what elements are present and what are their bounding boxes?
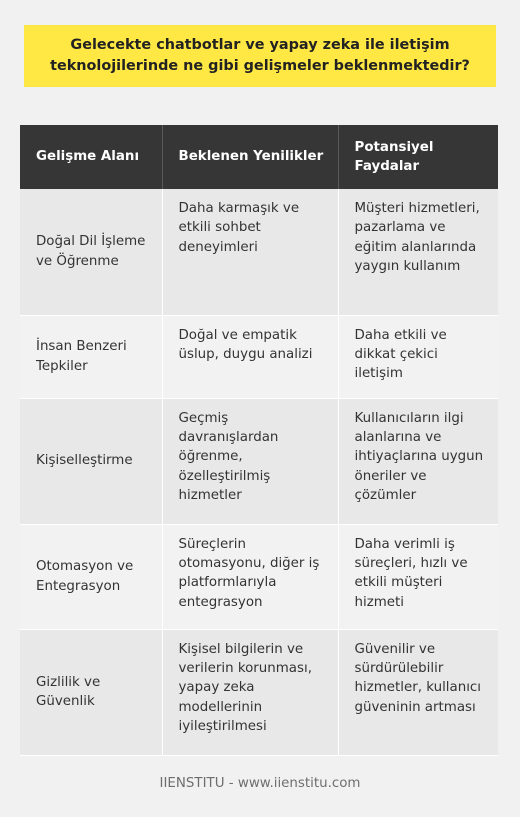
title-banner <box>24 25 496 87</box>
table-row <box>20 315 498 398</box>
cell-benefits: Müşteri hizmetleri, pazarlama ve eğitim alanlarında yaygın kullanım <box>338 189 498 315</box>
cell-innovations: Doğal ve empatik üslup, duygu analizi <box>162 315 338 398</box>
cell-area: Gizlilik ve Güvenlik <box>20 629 162 755</box>
column-header-benefits: Potansiyel Faydalar <box>338 125 498 189</box>
cell-benefits: Daha etkili ve dikkat çekici iletişim <box>338 315 498 398</box>
cell-innovations: Kişisel bilgilerin ve verilerin korunması, yapay zeka modellerinin iyileştirilmesi <box>162 629 338 755</box>
cell-area: Kişiselleştirme <box>20 398 162 524</box>
comparison-table <box>20 125 498 756</box>
cell-area: Doğal Dil İşleme ve Öğrenme <box>20 189 162 315</box>
table-row <box>20 398 498 524</box>
cell-area: İnsan Benzeri Tepkiler <box>20 315 162 398</box>
table-row <box>20 524 498 629</box>
cell-benefits: Güvenilir ve sürdürülebilir hizmetler, kullanıcı güveninin artması <box>338 629 498 755</box>
table-row <box>20 189 498 315</box>
page-title: Gelecekte chatbotlar ve yapay zeka ile iletişim teknolojilerinde ne gibi gelişmeler beklenmektedir? <box>50 37 470 74</box>
cell-benefits: Daha verimli iş süreçleri, hızlı ve etkili müşteri hizmeti <box>338 524 498 629</box>
footer-credit: IIENSTITU - www.iienstitu.com <box>159 776 361 791</box>
cell-innovations: Daha karmaşık ve etkili sohbet deneyimleri <box>162 189 338 315</box>
table-header-row <box>20 125 498 189</box>
column-header-area: Gelişme Alanı <box>20 125 162 189</box>
cell-area: Otomasyon ve Entegrasyon <box>20 524 162 629</box>
cell-innovations: Geçmiş davranışlardan öğrenme, özelleştirilmiş hizmetler <box>162 398 338 524</box>
column-header-innovations: Beklenen Yenilikler <box>162 125 338 189</box>
table-row <box>20 629 498 755</box>
cell-innovations: Süreçlerin otomasyonu, diğer iş platformlarıyla entegrasyon <box>162 524 338 629</box>
cell-benefits: Kullanıcıların ilgi alanlarına ve ihtiyaçlarına uygun öneriler ve çözümler <box>338 398 498 524</box>
